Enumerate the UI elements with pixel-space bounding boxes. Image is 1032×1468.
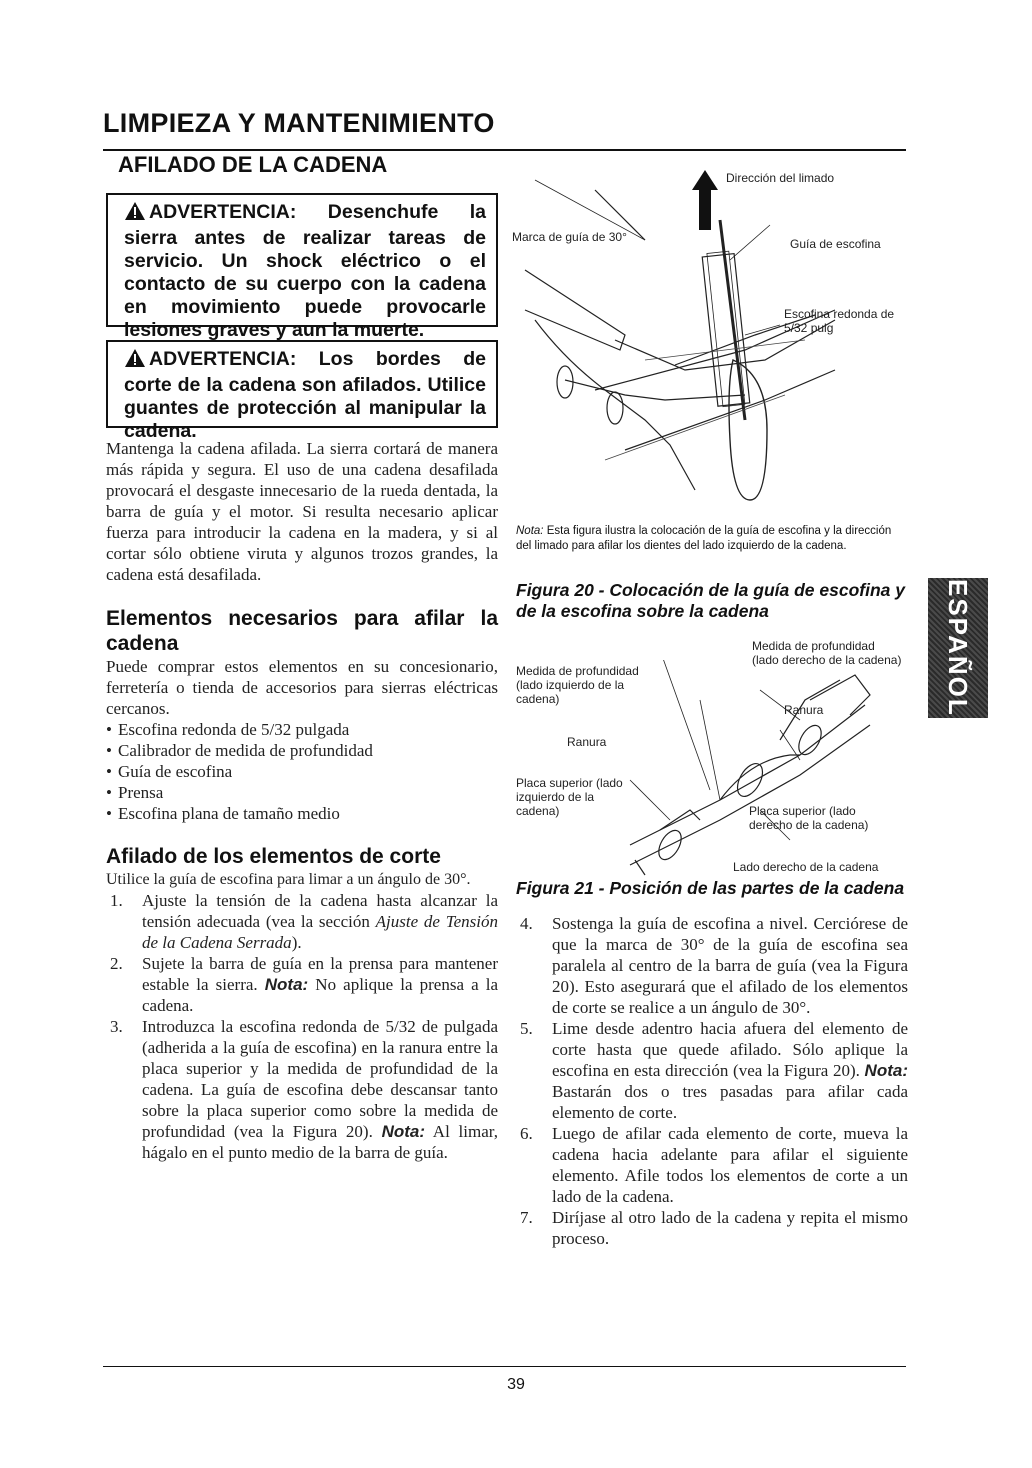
warning-box-sharp-edges (106, 340, 498, 442)
sharpen-heading: Afilado de los elementos de corte (106, 845, 441, 868)
list-item: • Guía de escofina (106, 761, 498, 782)
items-heading: Elementos necesarios para afilar la cadena (106, 607, 498, 655)
warning-triangle-icon (124, 348, 146, 374)
section-heading: AFILADO DE LA CADENA (118, 152, 388, 177)
label-round-file: Escofina redonda de 5/32 pulg (784, 307, 895, 335)
warning-box-unplug (106, 193, 498, 341)
arrow-up-icon (692, 170, 718, 230)
warning-label: ADVERTENCIA: (149, 201, 297, 223)
label-right-side: Lado derecho de la cadena (733, 860, 879, 874)
label-file-direction: Dirección del limado (726, 171, 835, 185)
items-list (106, 719, 498, 824)
warning-triangle-icon (124, 201, 146, 227)
label-depth-left: Medida de profundidad (lado izquierdo de la cadena) (516, 664, 639, 706)
label-plate-left: Placa superior (lado izquierdo de la cadena) (516, 776, 623, 818)
list-item: • Escofina plana de tamaño medio (106, 803, 498, 824)
sharpen-intro: Utilice la guía de escofina para limar a un ángulo de 30°. (106, 871, 471, 888)
steps-continued (516, 913, 908, 1249)
step-item: 7. Diríjase al otro lado de la cadena y repita el mismo proceso. (520, 1208, 908, 1248)
warning-label: ADVERTENCIA: (149, 348, 297, 370)
list-item: • Prensa (106, 782, 498, 803)
step-item: 1. Ajuste la tensión de la cadena hasta alcanzar la tensión adecuada (vea la sección Ajuste de Tensión de la Cadena Serrada). (110, 891, 498, 952)
label-groove-left: Ranura (567, 735, 607, 749)
step-item: 4. Sostenga la guía de escofina a nivel. Cerciórese de que la marca de 30° de la guía de escofina sea paralela al centro de la barra de guía (vea la Figura 20). Esto asegurará que el afilado de los elementos de corte se realice a un ángulo de 30°. (520, 914, 908, 1017)
intro-paragraph: Mantenga la cadena afilada. La sierra cortará de manera más rápida y segura. El uso de una cadena desafilada provocará el desgaste innecesario de la rueda dentada, la barra de guía y el motor. Si resulta necesario aplicar fuerza para introducir la cadena en la madera, y si al cortar sólo obtiene viruta y algunos trozos grandes, la cadena está desafilada. (106, 439, 498, 584)
sharpen-section (106, 844, 498, 1163)
step-item: 5. Lime desde adentro hacia afuera del elemento de corte hasta que quede afilado. Sólo aplique la escofina en esta dirección (vea la Figura 20). Nota: Bastarán dos o tres pasadas para afilar cada elemento de corte. (520, 1019, 908, 1122)
step-item: 3. Introduzca la escofina redonda de 5/32 de pulgada (adherida a la guía de escofina) en la ranura entre la placa superior y la medida de profundidad de la cadena. La guía de escofina debe descansar tanto sobre la placa superior como sobre la medida de profundidad (vea la Figura 20). Nota: Al limar, hágalo en el punto medio de la barra de guía. (110, 1017, 498, 1162)
figure-20-caption: Figura 20 - Colocación de la guía de escofina y de la escofina sobre la cadena (516, 580, 905, 621)
step-item: 2. Sujete la barra de guía en la prensa para mantener estable la sierra. Nota: No aplique la prensa a la cadena. (110, 954, 499, 1015)
list-item: • Calibrador de medida de profundidad (106, 740, 498, 761)
page-number: 39 (507, 1376, 525, 1393)
items-section (106, 606, 498, 824)
label-groove-right: Ranura (784, 703, 824, 717)
label-file-guide: Guía de escofina (790, 237, 881, 251)
language-tab: ESPAÑOL (928, 578, 988, 718)
list-item: • Escofina redonda de 5/32 pulgada (106, 719, 498, 740)
label-plate-right: Placa superior (lado derecho de la cadena) (749, 804, 869, 832)
label-30-mark: Marca de guía de 30° (512, 230, 627, 244)
label-depth-right: Medida de profundidad (lado derecho de la cadena) (752, 639, 902, 667)
warning-text: Desenchufe la sierra antes de realizar tareas de servicio. Un shock eléctrico o el contacto de su cuerpo con la cadena en movimiento puede provocarle lesiones graves y aun la muerte. (124, 201, 487, 341)
footer-rule (103, 1366, 906, 1367)
step-item: 6. Luego de afilar cada elemento de corte, mueva la cadena hacia adelante para afilar el siguiente elemento. Afile todos los elementos de corte a un lado de la cadena. (520, 1124, 908, 1206)
warning-text: Los bordes de corte de la cadena son afilados. Utilice guantes de protección al manipular la cadena. (124, 348, 486, 442)
title-rule (103, 149, 906, 151)
figure-20-note: Nota: Esta figura ilustra la colocación de la guía de escofina y la dirección del limado para afilar los dientes del lado izquierdo de la cadena. (516, 525, 892, 552)
items-intro: Puede comprar estos elementos en su concesionario, ferretería o tienda de accesorios para sierras eléctricas cercanos. (106, 657, 498, 718)
figure-20-illustration (505, 160, 905, 520)
page-title: LIMPIEZA Y MANTENIMIENTO (103, 108, 495, 138)
figure-21-caption: Figura 21 - Posición de las partes de la cadena (516, 878, 905, 898)
